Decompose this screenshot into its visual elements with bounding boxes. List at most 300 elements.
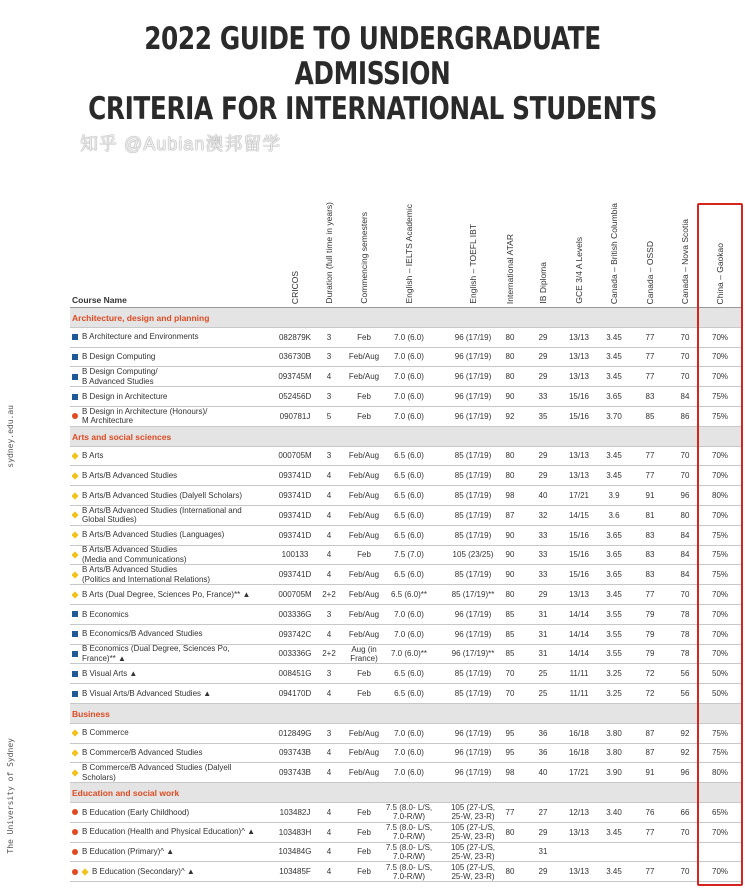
course-name-text: B Arts/B Advanced Studies (Politics and International Relations) <box>82 565 211 584</box>
table-row <box>70 823 743 843</box>
cell-3: Feb/Aug <box>348 530 380 540</box>
cell-5: 96 (17/19) <box>454 332 492 342</box>
cell-8: 13/13 <box>568 590 590 600</box>
cell-8: 14/15 <box>568 510 590 520</box>
cell-7: 29 <box>538 451 548 461</box>
course-name <box>72 664 268 683</box>
cell-3: Aug (in France) <box>350 644 378 663</box>
cell-4: 7.0 (6.0) <box>394 392 424 402</box>
cell-2: 3 <box>326 669 332 679</box>
cell-4: 6.5 (6.0) <box>394 669 424 679</box>
course-name-text: B Education (Early Childhood) <box>82 807 190 817</box>
cell-9: 3.80 <box>606 748 622 758</box>
cell-9: 3.55 <box>606 629 622 639</box>
cell-8: 15/16 <box>568 570 590 580</box>
cell-11: 70 <box>680 372 690 382</box>
cell-11: 70 <box>680 867 690 877</box>
cell-4: 7.0 (6.0) <box>394 332 424 342</box>
cell-5: 96 (17/19) <box>454 392 492 402</box>
cell-8: 11/11 <box>569 669 589 679</box>
course-name-text: B Visual Arts/B Advanced Studies ▲ <box>82 688 212 698</box>
cell-10: 79 <box>645 609 655 619</box>
diamond-marker-icon <box>72 532 79 539</box>
column-header: Canada – OSSD <box>645 240 655 304</box>
section-row <box>70 427 743 447</box>
cell-10: 76 <box>645 807 655 817</box>
course-name <box>72 843 268 862</box>
cell-4: 6.5 (6.0)** <box>390 590 428 600</box>
cell-2: 4 <box>326 570 332 580</box>
square-marker-icon <box>72 611 78 617</box>
square-marker-icon <box>72 691 78 697</box>
cell-2: 2+2 <box>322 649 336 659</box>
cell-4: 6.5 (6.0) <box>394 471 424 481</box>
course-name-text: B Education (Primary)^ ▲ <box>82 847 175 857</box>
cell-10: 72 <box>645 689 655 699</box>
cell-11: 70 <box>680 352 690 362</box>
cell-8: 13/13 <box>568 471 590 481</box>
cell-10: 81 <box>645 510 655 520</box>
cell-5: 96 (17/19)** <box>451 649 495 659</box>
cell-10: 77 <box>645 867 655 877</box>
cell-7: 31 <box>538 629 548 639</box>
cell-1: 082879K <box>278 332 312 342</box>
cell-7: 29 <box>538 352 548 362</box>
table-row <box>70 843 743 863</box>
cell-6: 98 <box>505 491 515 501</box>
column-header: China – Gaokao <box>715 242 725 304</box>
cell-2: 3 <box>326 392 332 402</box>
square-marker-icon <box>72 651 78 657</box>
cell-10: 83 <box>645 550 655 560</box>
cell-12: 75% <box>711 748 729 758</box>
cell-8: 11/11 <box>569 689 589 699</box>
cell-5: 105 (27-L/S, 25-W, 23-R) <box>450 862 496 881</box>
cell-5: 96 (17/19) <box>454 372 492 382</box>
cell-11: 56 <box>680 669 690 679</box>
cell-7: 33 <box>538 392 548 402</box>
course-name-text: B Design Computing <box>82 352 156 362</box>
cell-5: 96 (17/19) <box>454 352 492 362</box>
table-row <box>70 625 743 645</box>
cell-5: 105 (23/25) <box>452 550 494 560</box>
cell-3: Feb <box>357 847 371 857</box>
course-name <box>72 526 268 545</box>
cell-10: 91 <box>645 768 655 778</box>
cell-2: 4 <box>326 530 332 540</box>
cell-12: 70% <box>711 867 729 877</box>
course-name <box>72 565 268 584</box>
cell-7: 31 <box>538 847 548 857</box>
course-name-text: B Commerce <box>82 728 129 738</box>
cell-12: 70% <box>711 827 729 837</box>
cell-12: 70% <box>711 510 729 520</box>
cell-11: 84 <box>680 570 690 580</box>
cell-6: 98 <box>505 768 515 778</box>
cell-2: 4 <box>326 847 332 857</box>
table-row <box>70 664 743 684</box>
cell-2: 3 <box>326 451 332 461</box>
cell-7: 35 <box>538 411 548 421</box>
cell-6: 80 <box>505 332 515 342</box>
cell-7: 25 <box>538 689 548 699</box>
cell-2: 4 <box>326 491 332 501</box>
cell-2: 4 <box>326 768 332 778</box>
cell-4: 7.0 (6.0) <box>394 352 424 362</box>
cell-11: 70 <box>680 471 690 481</box>
cell-11: 84 <box>680 392 690 402</box>
cell-6: 80 <box>505 827 515 837</box>
cell-3: Feb/Aug <box>348 590 380 600</box>
course-name <box>72 724 268 743</box>
cell-10: 77 <box>645 451 655 461</box>
cell-5: 85 (17/19) <box>454 510 492 520</box>
circle-marker-icon <box>72 849 78 855</box>
cell-3: Feb/Aug <box>348 748 380 758</box>
cell-3: Feb/Aug <box>348 728 380 738</box>
course-name <box>72 645 268 664</box>
cell-3: Feb <box>357 411 371 421</box>
cell-1: 093741D <box>278 471 312 481</box>
cell-5: 85 (17/19) <box>454 491 492 501</box>
table-row <box>70 724 743 744</box>
diamond-marker-icon <box>72 769 79 776</box>
cell-2: 4 <box>326 689 332 699</box>
cell-9: 3.9 <box>608 491 620 501</box>
square-marker-icon <box>72 374 78 380</box>
cell-7: 29 <box>538 332 548 342</box>
cell-5: 96 (17/19) <box>454 609 492 619</box>
course-name <box>72 625 268 644</box>
cell-11: 84 <box>680 530 690 540</box>
cell-1: 012849G <box>278 728 312 738</box>
cell-3: Feb/Aug <box>348 570 380 580</box>
cell-9: 3.90 <box>606 768 622 778</box>
table-row <box>70 348 743 368</box>
cell-4: 7.0 (6.0) <box>394 728 424 738</box>
cell-3: Feb/Aug <box>348 609 380 619</box>
cell-2: 2+2 <box>322 590 336 600</box>
cell-7: 29 <box>538 471 548 481</box>
cell-3: Feb/Aug <box>348 471 380 481</box>
course-name <box>72 447 268 466</box>
cell-5: 96 (17/19) <box>454 411 492 421</box>
cell-9: 3.45 <box>606 827 622 837</box>
cell-8: 12/13 <box>568 807 590 817</box>
cell-7: 25 <box>538 669 548 679</box>
course-name <box>72 585 268 604</box>
course-name <box>72 328 268 347</box>
cell-6: 80 <box>505 352 515 362</box>
cell-8: 15/16 <box>568 411 590 421</box>
cell-11: 96 <box>680 768 690 778</box>
cell-2: 5 <box>326 411 332 421</box>
table-row <box>70 546 743 566</box>
section-title: Architecture, design and planning <box>72 313 210 323</box>
diamond-marker-icon <box>72 512 79 519</box>
cell-11: 92 <box>680 748 690 758</box>
cell-9: 3.65 <box>606 530 622 540</box>
course-name-text: B Economics (Dual Degree, Sciences Po, France)** ▲ <box>82 644 230 663</box>
table-row <box>70 803 743 823</box>
cell-12: 65% <box>711 807 729 817</box>
cell-8: 13/13 <box>568 867 590 877</box>
cell-9: 3.70 <box>606 411 622 421</box>
cell-6: 80 <box>505 372 515 382</box>
cell-11: 78 <box>680 629 690 639</box>
cell-4: 7.5 (8.0- L/S, 7.0-R/W) <box>385 842 433 861</box>
cell-7: 33 <box>538 550 548 560</box>
cell-12: 75% <box>711 728 729 738</box>
course-name-text: B Arts/B Advanced Studies (Languages) <box>82 530 225 540</box>
cell-8: 14/14 <box>568 609 590 619</box>
cell-5: 85 (17/19) <box>454 669 492 679</box>
cell-3: Feb/Aug <box>348 352 380 362</box>
side-university-name: The University of Sydney <box>6 738 15 854</box>
cell-10: 77 <box>645 352 655 362</box>
cell-12: 50% <box>711 669 729 679</box>
cell-5: 96 (17/19) <box>454 629 492 639</box>
table-row <box>70 585 743 605</box>
cell-1: 003336G <box>278 649 312 659</box>
cell-4: 6.5 (6.0) <box>394 451 424 461</box>
cell-10: 77 <box>645 471 655 481</box>
cell-1: 036730B <box>278 352 312 362</box>
table-row <box>70 744 743 764</box>
table-row <box>70 565 743 585</box>
column-header: English – TOEFL IBT <box>468 224 478 304</box>
square-marker-icon <box>72 334 78 340</box>
course-name-text: B Visual Arts ▲ <box>82 668 138 678</box>
cell-6: 95 <box>505 728 515 738</box>
diamond-marker-icon <box>72 452 79 459</box>
cell-11: 96 <box>680 491 690 501</box>
cell-3: Feb/Aug <box>348 768 380 778</box>
cell-11: 78 <box>680 649 690 659</box>
diamond-marker-icon <box>72 492 79 499</box>
cell-10: 72 <box>645 669 655 679</box>
course-name-text: B Economics/B Advanced Studies <box>82 629 203 639</box>
course-name-text: B Arts/B Advanced Studies <box>82 471 178 481</box>
cell-12: 50% <box>711 689 729 699</box>
cell-2: 3 <box>326 728 332 738</box>
cell-10: 83 <box>645 392 655 402</box>
cell-1: 093745M <box>278 372 312 382</box>
cell-5: 85 (17/19) <box>454 451 492 461</box>
cell-4: 6.5 (6.0) <box>394 491 424 501</box>
page-title <box>75 22 671 127</box>
cell-2: 4 <box>326 807 332 817</box>
cell-12: 70% <box>711 372 729 382</box>
cell-8: 15/16 <box>568 530 590 540</box>
table-row <box>70 367 743 387</box>
course-name <box>72 506 268 525</box>
cell-7: 29 <box>538 867 548 877</box>
cell-12: 70% <box>711 471 729 481</box>
cell-3: Feb/Aug <box>348 629 380 639</box>
cell-4: 6.5 (6.0) <box>394 530 424 540</box>
diamond-marker-icon <box>72 472 79 479</box>
circle-marker-icon <box>72 829 78 835</box>
cell-9: 3.45 <box>606 471 622 481</box>
cell-4: 7.0 (6.0) <box>394 609 424 619</box>
cell-9: 3.65 <box>606 550 622 560</box>
course-name-text: B Commerce/B Advanced Studies (Dalyell Scholars) <box>82 763 232 782</box>
cell-10: 77 <box>645 590 655 600</box>
diamond-marker-icon <box>81 868 88 875</box>
cell-3: Feb <box>357 827 371 837</box>
section-title: Education and social work <box>72 788 180 799</box>
cell-9: 3.80 <box>606 728 622 738</box>
cell-7: 32 <box>538 510 548 520</box>
cell-2: 4 <box>326 867 332 877</box>
cell-7: 40 <box>538 768 548 778</box>
column-header: Duration (full time in years) <box>324 202 334 304</box>
cell-10: 91 <box>645 491 655 501</box>
cell-6: 90 <box>505 550 515 560</box>
course-name <box>72 407 268 426</box>
cell-8: 13/13 <box>568 332 590 342</box>
cell-12: 75% <box>711 392 729 402</box>
cell-7: 36 <box>538 728 548 738</box>
cell-1: 094170D <box>278 689 312 699</box>
table-row <box>70 407 743 427</box>
cell-7: 29 <box>538 372 548 382</box>
diamond-marker-icon <box>72 730 79 737</box>
cell-3: Feb/Aug <box>348 491 380 501</box>
table-row <box>70 763 743 783</box>
cell-3: Feb <box>357 669 371 679</box>
course-name <box>72 744 268 763</box>
cell-6: 87 <box>505 510 515 520</box>
cell-7: 31 <box>538 609 548 619</box>
watermark: 知乎 @Aubian澳邦留学 <box>80 134 282 154</box>
diamond-marker-icon <box>72 551 79 558</box>
cell-10: 79 <box>645 629 655 639</box>
column-header: Course Name <box>72 295 127 305</box>
cell-4: 7.5 (8.0- L/S, 7.0-R/W) <box>385 862 433 881</box>
course-name <box>72 823 268 842</box>
cell-12: 70% <box>711 590 729 600</box>
cell-1: 093741D <box>278 570 312 580</box>
cell-9: 3.40 <box>606 807 622 817</box>
cell-7: 27 <box>538 807 548 817</box>
cell-7: 36 <box>538 748 548 758</box>
table-row <box>70 486 743 506</box>
cell-11: 56 <box>680 689 690 699</box>
cell-3: Feb/Aug <box>348 510 380 520</box>
cell-8: 15/16 <box>568 550 590 560</box>
column-header: Commencing semesters <box>359 212 369 304</box>
course-name-text: B Arts/B Advanced Studies (International and Global Studies) <box>82 505 242 525</box>
cell-9: 3.65 <box>606 570 622 580</box>
cell-5: 105 (27-L/S, 25-W, 23-R) <box>450 823 496 842</box>
cell-5: 96 (17/19) <box>454 728 492 738</box>
course-name-text: B Education (Health and Physical Education)^ ▲ <box>82 827 256 837</box>
cell-12: 70% <box>711 649 729 659</box>
cell-9: 3.55 <box>606 649 622 659</box>
cell-10: 77 <box>645 827 655 837</box>
column-header: GCE 3/4 A Levels <box>574 237 584 304</box>
cell-5: 85 (17/19) <box>454 570 492 580</box>
cell-6: 90 <box>505 392 515 402</box>
table-row <box>70 328 743 348</box>
course-name <box>72 803 268 822</box>
cell-7: 29 <box>538 827 548 837</box>
cell-4: 7.0 (6.0) <box>394 411 424 421</box>
course-name <box>72 605 268 624</box>
cell-11: 70 <box>680 827 690 837</box>
cell-1: 103484G <box>278 847 312 857</box>
cell-10: 83 <box>645 570 655 580</box>
cell-3: Feb <box>357 689 371 699</box>
cell-2: 4 <box>326 510 332 520</box>
cell-10: 79 <box>645 649 655 659</box>
cell-5: 85 (17/19) <box>454 689 492 699</box>
cell-1: 093741D <box>278 530 312 540</box>
circle-marker-icon <box>72 869 78 875</box>
cell-3: Feb <box>357 867 371 877</box>
course-name <box>72 367 268 386</box>
cell-9: 3.45 <box>606 867 622 877</box>
course-name <box>72 546 268 565</box>
cell-2: 4 <box>326 372 332 382</box>
cell-11: 92 <box>680 728 690 738</box>
cell-6: 70 <box>505 689 515 699</box>
cell-3: Feb <box>357 332 371 342</box>
cell-12: 70% <box>711 629 729 639</box>
diamond-marker-icon <box>72 571 79 578</box>
table-row <box>70 526 743 546</box>
cell-4: 7.0 (6.0) <box>394 629 424 639</box>
cell-8: 14/14 <box>568 649 590 659</box>
column-header: CRICOS <box>290 270 300 304</box>
cell-8: 13/13 <box>568 372 590 382</box>
cell-2: 4 <box>326 748 332 758</box>
cell-6: 80 <box>505 451 515 461</box>
course-name-text: B Arts/B Advanced Studies (Media and Communications) <box>82 545 187 564</box>
cell-9: 3.25 <box>606 669 622 679</box>
table-row <box>70 506 743 526</box>
cell-2: 3 <box>326 332 332 342</box>
cell-1: 103483H <box>278 827 312 837</box>
cell-5: 96 (17/19) <box>454 748 492 758</box>
table-row <box>70 466 743 486</box>
section-row <box>70 704 743 724</box>
cell-11: 66 <box>680 807 690 817</box>
cell-11: 84 <box>680 550 690 560</box>
cell-10: 77 <box>645 332 655 342</box>
cell-5: 105 (27-L/S, 25-W, 23-R) <box>450 803 496 822</box>
cell-11: 86 <box>680 411 690 421</box>
cell-11: 70 <box>680 332 690 342</box>
cell-6: 85 <box>505 629 515 639</box>
cell-1: 103482J <box>279 807 311 817</box>
square-marker-icon <box>72 631 78 637</box>
course-name-text: B Architecture and Environments <box>82 332 199 342</box>
cell-1: 090781J <box>279 411 311 421</box>
cell-8: 13/13 <box>568 352 590 362</box>
cell-4: 7.5 (7.0) <box>394 550 424 560</box>
cell-12: 75% <box>711 411 729 421</box>
course-name-text: B Design in Architecture <box>82 391 168 401</box>
cell-4: 7.0 (6.0) <box>394 768 424 778</box>
cell-1: 093741D <box>278 510 312 520</box>
cell-1: 093743B <box>278 768 312 778</box>
cell-6: 80 <box>505 867 515 877</box>
cell-6: 80 <box>505 471 515 481</box>
cell-2: 3 <box>326 609 332 619</box>
